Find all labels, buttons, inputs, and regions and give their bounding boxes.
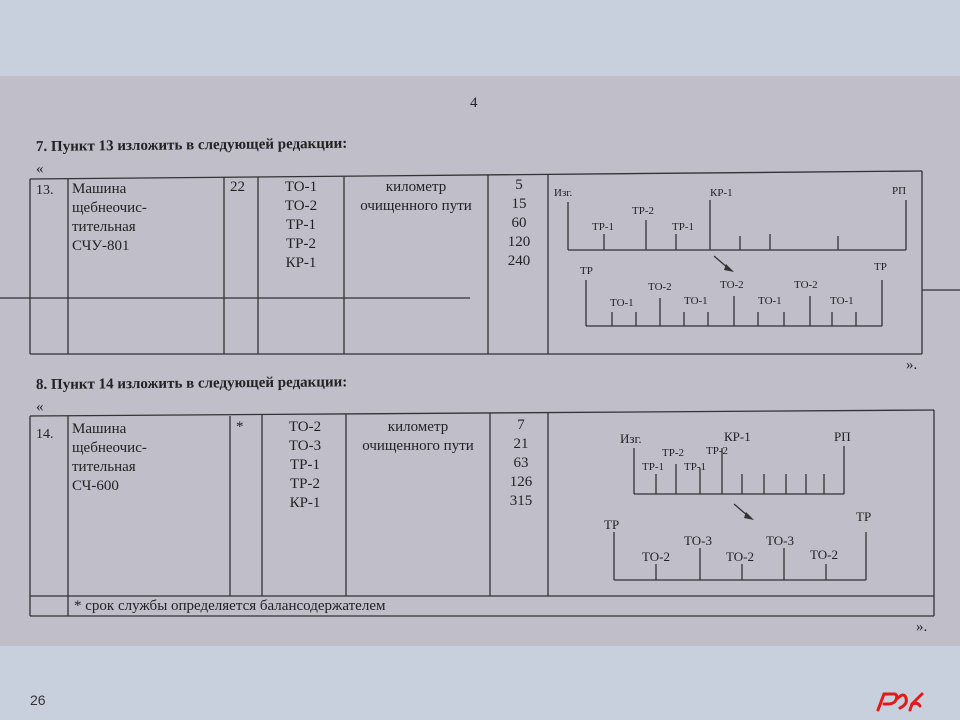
document-photo (0, 76, 960, 646)
row13-repair: ТР-1 (286, 217, 316, 233)
row14-service-life: * (236, 419, 244, 435)
row13-value: 60 (511, 215, 527, 231)
diagram13-label: КР-1 (710, 187, 733, 199)
diagram14-label: КР-1 (724, 429, 751, 444)
row13-machine-line: тительная (72, 219, 136, 235)
section8-footnote: * срок службы определяется балансодержателем (74, 598, 386, 614)
row14-repairs (268, 418, 342, 513)
row14-value: 63 (513, 455, 529, 471)
bottom-band (0, 646, 960, 720)
page-number: 4 (470, 95, 478, 111)
row13-repair: ТР-2 (286, 236, 316, 252)
diagram14-label: ТО-3 (684, 533, 712, 548)
row13-service-life: 22 (230, 179, 245, 195)
row13-repairs (264, 178, 338, 273)
diagram14-label: ТО-2 (810, 547, 838, 562)
row14-repair: КР-1 (289, 495, 321, 511)
row14-unit-line: очищенного пути (362, 438, 474, 454)
row13-number: 13. (36, 183, 54, 198)
row14-repair: ТО-2 (288, 419, 322, 435)
row14-repair: ТО-3 (288, 438, 322, 454)
row14-machine (72, 420, 147, 496)
section7-close-quote: ». (906, 357, 918, 373)
diagram13-label: ТО-1 (684, 295, 708, 307)
row13-values (494, 176, 544, 271)
section7-open-quote: « (36, 161, 44, 177)
row14-machine-line: Машина (72, 421, 127, 437)
diagram13-label: ТР-1 (592, 221, 614, 233)
row13-unit-line: километр (385, 179, 447, 195)
row14-unit (350, 418, 486, 456)
row14-repair: ТР-1 (290, 457, 320, 473)
row14-value: 126 (509, 474, 533, 490)
diagram14-label: ТР-1 (684, 461, 706, 473)
top-band (0, 0, 960, 76)
row13-value: 5 (515, 177, 523, 193)
row14-value: 7 (517, 417, 525, 433)
row13-repair: ТО-2 (284, 198, 318, 214)
row13-machine-line: Машина (72, 181, 127, 197)
section8-close-quote: ». (916, 619, 928, 635)
row13-machine-line: СЧУ-801 (72, 238, 130, 254)
row14-machine-line: тительная (72, 459, 136, 475)
diagram13-label: ТР-2 (632, 205, 654, 217)
row14-unit-line: километр (387, 419, 449, 435)
section8-open-quote: « (36, 399, 44, 415)
row14-values (496, 416, 546, 511)
row14-value: 315 (509, 493, 533, 509)
diagram14-label: ТР-1 (642, 461, 664, 473)
diagram13-label: ТО-2 (720, 279, 744, 291)
row13-unit-line: очищенного пути (360, 198, 472, 214)
diagram13-label: ТО-2 (648, 281, 672, 293)
row13-unit (348, 178, 484, 216)
row14-number: 14. (36, 427, 54, 442)
diagram14-label: ТР (604, 517, 620, 532)
diagram13-label: Изг. (554, 187, 573, 199)
diagram13-label: ТО-1 (830, 295, 854, 307)
row13-machine-line: щебнеочис- (72, 200, 147, 216)
diagram14-label: ТР-2 (662, 447, 684, 459)
row14-repair: ТР-2 (290, 476, 320, 492)
diagram14-label: ТР-2 (706, 445, 728, 457)
diagram14-label: ТР (856, 509, 872, 524)
diagram13-label: ТР (874, 261, 887, 273)
row14-machine-line: щебнеочис- (72, 440, 147, 456)
diagram13-label: РП (892, 185, 907, 197)
diagram14-label: РП (834, 429, 851, 444)
diagram13-label: ТО-2 (794, 279, 818, 291)
section8-heading: 8. Пункт 14 изложить в следующей редакции: (35, 374, 348, 393)
slide-number: 26 (30, 692, 46, 708)
diagram14-label: Изг. (620, 431, 642, 446)
row13-repair: КР-1 (285, 255, 317, 271)
row14-machine-line: СЧ-600 (72, 478, 119, 494)
row13-value: 240 (507, 253, 531, 269)
diagram13-label: ТР-1 (672, 221, 694, 233)
row14-value: 21 (513, 436, 529, 452)
diagram13-label: ТО-1 (758, 295, 782, 307)
diagram13-label: ТР (580, 265, 593, 277)
row13-value: 15 (511, 196, 527, 212)
diagram14-label: ТО-2 (726, 549, 754, 564)
row13-value: 120 (507, 234, 531, 250)
section7-heading: 7. Пункт 13 изложить в следующей редакции: (35, 135, 348, 155)
row13-machine (72, 180, 147, 256)
row13-repair: ТО-1 (284, 179, 318, 195)
diagram13-label: ТО-1 (610, 297, 634, 309)
rzd-logo-icon (874, 690, 926, 712)
diagram14-label: ТО-3 (766, 533, 794, 548)
diagram14-label: ТО-2 (642, 549, 670, 564)
